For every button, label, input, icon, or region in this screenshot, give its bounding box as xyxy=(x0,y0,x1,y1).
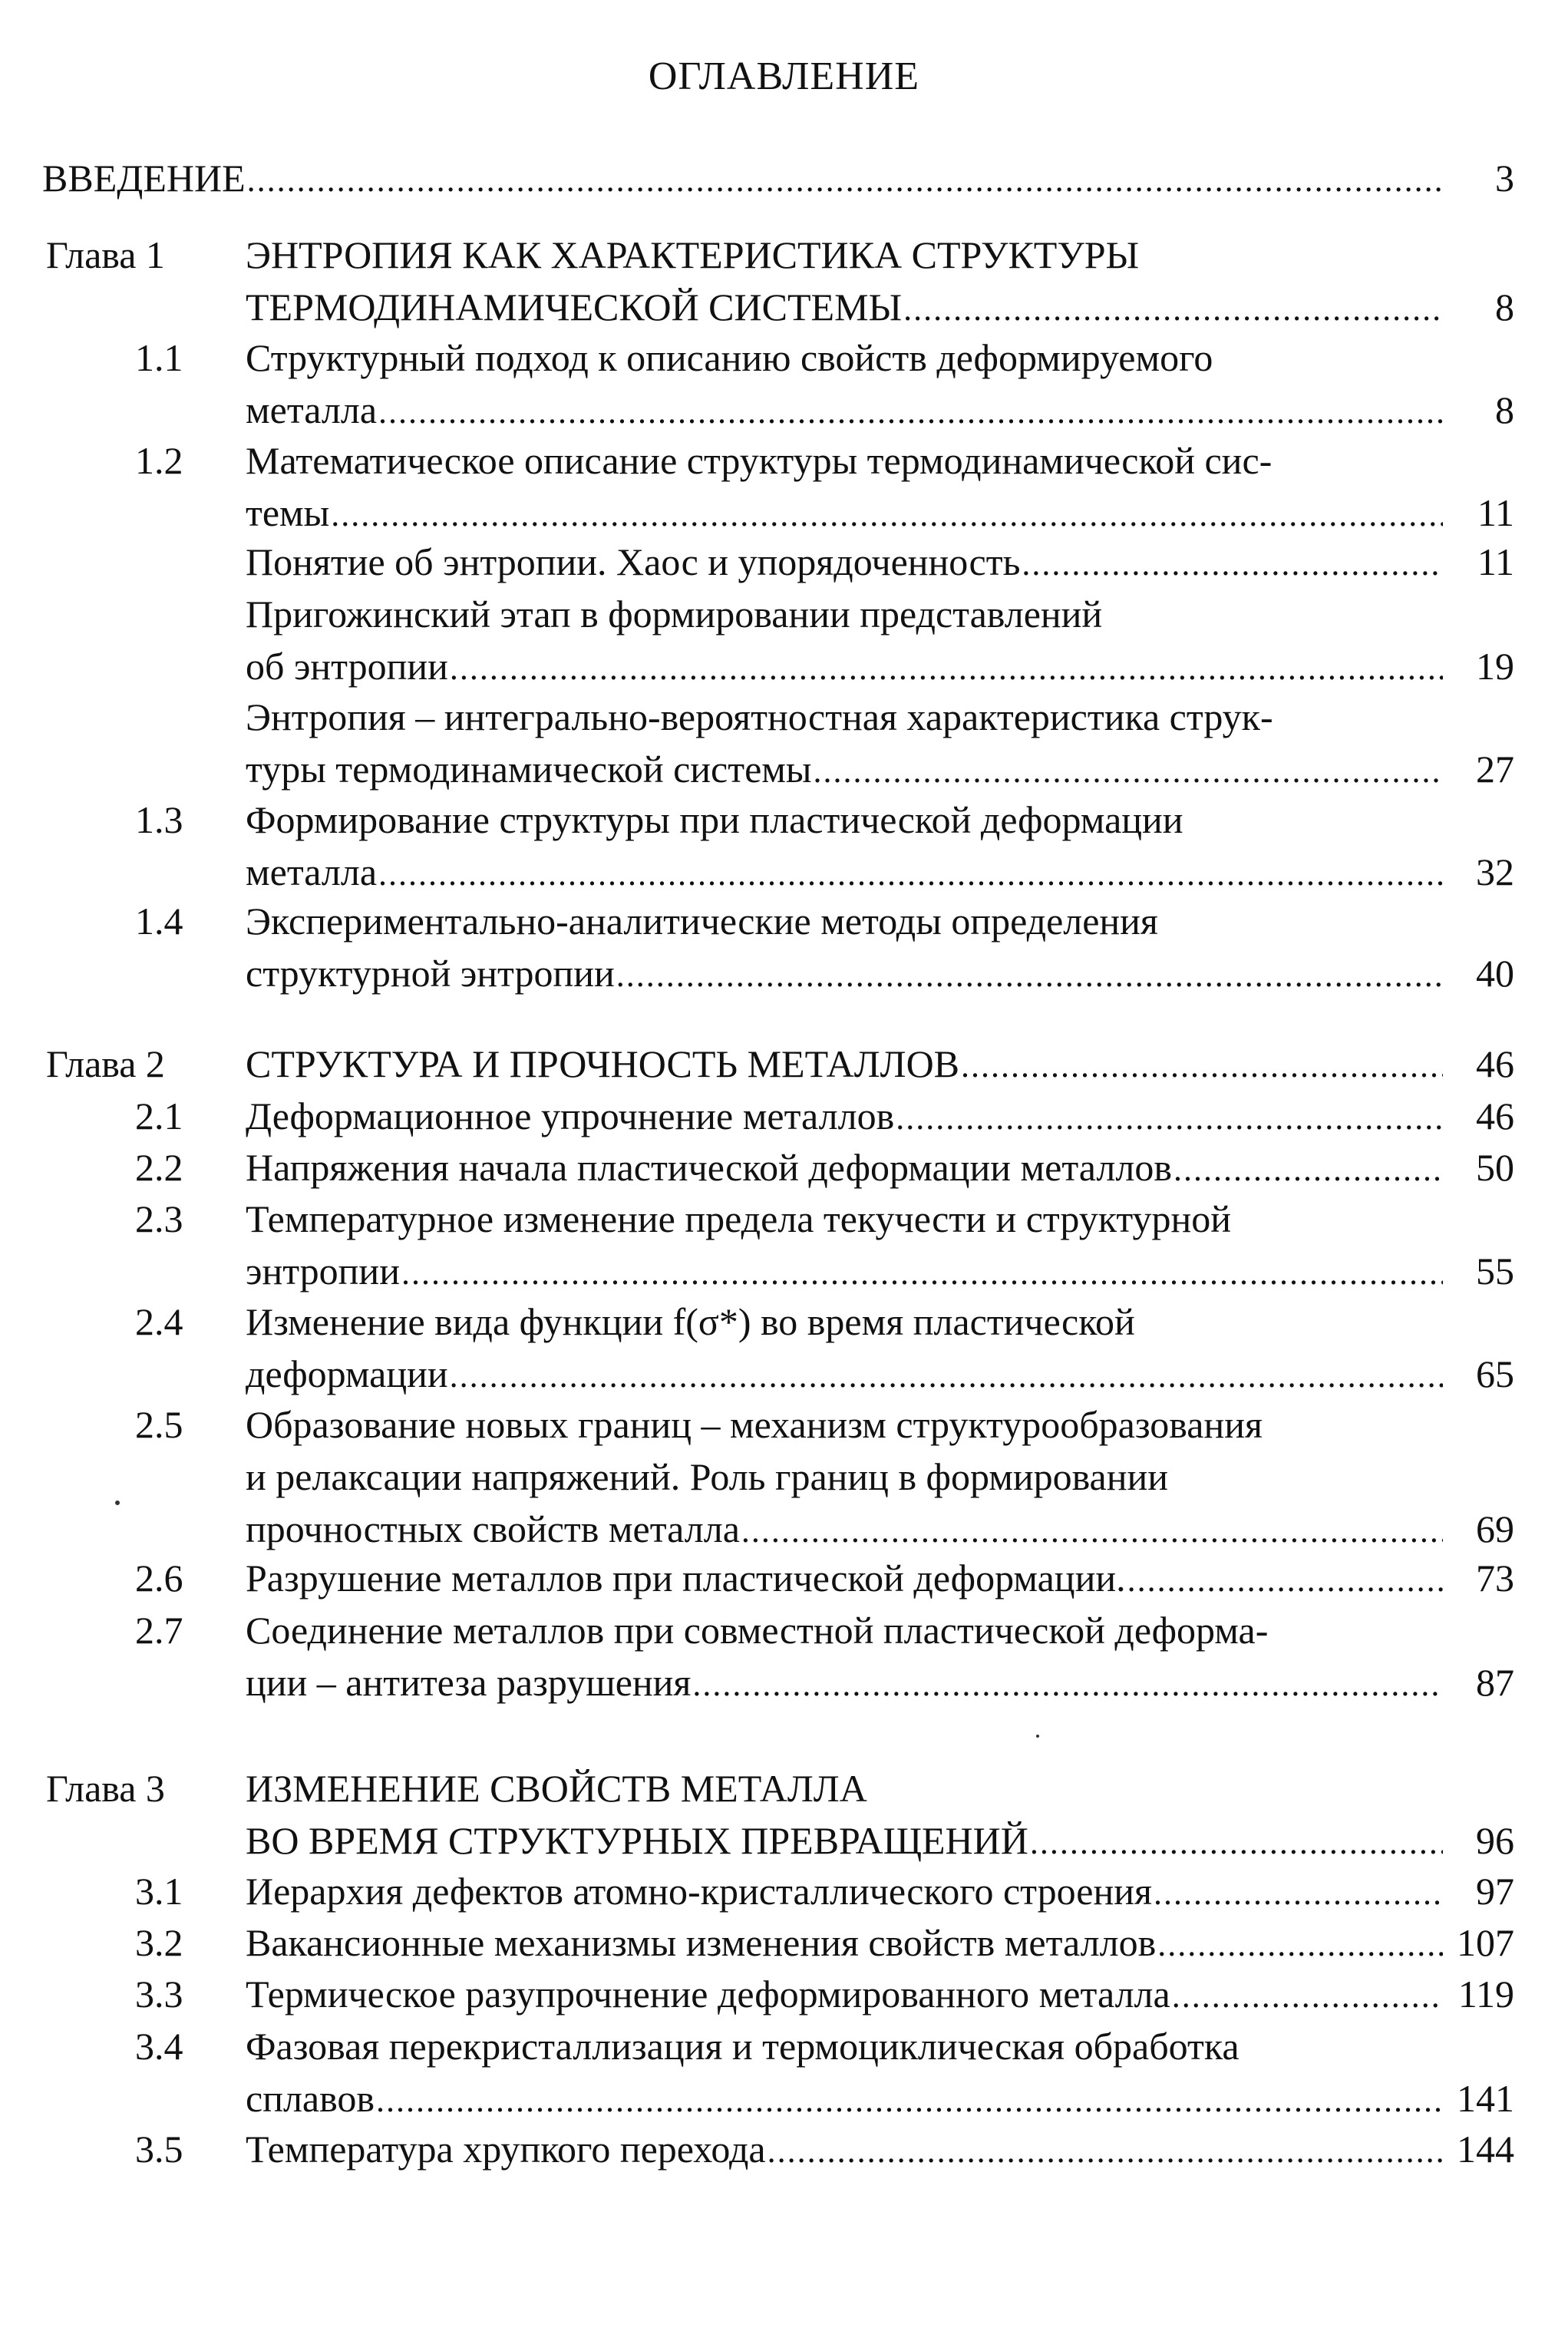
toc-entry-number: 2.5 xyxy=(135,1403,183,1446)
toc-entry-number: Глава 1 xyxy=(46,233,165,276)
toc-entry-line xyxy=(246,434,1443,487)
toc-entry-title xyxy=(246,794,1443,898)
toc-page-number: 69 xyxy=(1476,1507,1514,1550)
toc-entry-text: ТЕРМОДИНАМИЧЕСКОЙ СИСТЕМЫ xyxy=(246,286,903,328)
toc-entry-text: ЭНТРОПИЯ КАК ХАРАКТЕРИСТИКА СТРУКТУРЫ xyxy=(246,233,1140,276)
dot-leader xyxy=(378,848,1443,900)
toc-entry-line xyxy=(246,1348,1443,1400)
toc-entry-text: Структурный подход к описанию свойств деформируемого xyxy=(246,336,1213,379)
toc-entry-title xyxy=(246,1865,1443,1917)
toc-entry-text: Пригожинский этап в формировании представлений xyxy=(246,593,1103,636)
toc-entry-text: Вакансионные механизмы изменения свойств металлов xyxy=(246,1921,1157,1964)
scan-speck xyxy=(1036,1735,1039,1738)
toc-page-number: 8 xyxy=(1495,388,1514,431)
dot-leader xyxy=(741,1505,1443,1557)
dot-leader xyxy=(903,283,1443,335)
dot-leader xyxy=(450,1350,1443,1402)
toc-entry-number: 3.3 xyxy=(135,1973,183,2016)
toc-entry-title xyxy=(246,1398,1443,1555)
toc-entry-title xyxy=(42,152,1443,204)
dot-leader xyxy=(1157,1919,1443,1971)
toc-entry-text: Понятие об энтропии. Хаос и упорядоченность xyxy=(246,540,1021,583)
toc-entry-line xyxy=(246,947,1443,999)
toc-entry-line xyxy=(246,1604,1443,1656)
toc-entry-text: Математическое описание структуры термодинамической сис- xyxy=(246,439,1273,482)
toc-entry-line xyxy=(246,846,1443,898)
toc-entry-text: сплавов xyxy=(246,2077,375,2120)
toc-entry-title xyxy=(246,691,1443,795)
toc-entry-title xyxy=(246,588,1443,692)
page-title: ОГЛАВЛЕНИЕ xyxy=(648,54,920,98)
toc-entry-line xyxy=(246,1296,1443,1348)
toc-entry-number: 1.2 xyxy=(135,439,183,482)
toc-entry-line xyxy=(246,1141,1443,1193)
toc-page-number: 27 xyxy=(1476,748,1514,791)
dot-leader xyxy=(767,2125,1443,2177)
dot-leader xyxy=(376,2075,1443,2127)
toc-entry-text: ции – антитеза разрушения xyxy=(246,1661,692,1704)
dot-leader xyxy=(1030,1817,1443,1869)
toc-entry-text: металла xyxy=(246,388,378,431)
toc-entry-number: 1.3 xyxy=(135,798,183,841)
toc-entry-title xyxy=(246,1090,1443,1142)
toc-page-number: 96 xyxy=(1476,1819,1514,1862)
toc-entry-line xyxy=(246,1398,1443,1451)
dot-leader xyxy=(961,1040,1443,1092)
toc-entry-text: Энтропия – интегрально-вероятностная характеристика струк- xyxy=(246,695,1273,738)
toc-entry-title xyxy=(246,1916,1443,1969)
toc-entry-number: 1.4 xyxy=(135,900,183,943)
dot-leader xyxy=(1174,1144,1443,1196)
toc-entry-line xyxy=(246,536,1443,588)
toc-entry-line xyxy=(246,1503,1443,1555)
toc-page-number: 119 xyxy=(1457,1973,1514,2016)
toc-entry-text: ИЗМЕНЕНИЕ СВОЙСТВ МЕТАЛЛА xyxy=(246,1767,867,1810)
toc-page-number: 97 xyxy=(1476,1870,1514,1913)
toc-entry-title xyxy=(246,434,1443,539)
toc-entry-title xyxy=(246,1296,1443,1400)
toc-entry-text: Фазовая перекристаллизация и термоциклическая обработка xyxy=(246,2025,1240,2068)
toc-page-number: 50 xyxy=(1476,1146,1514,1189)
toc-entry-title xyxy=(246,2020,1443,2124)
toc-entry-number: 3.4 xyxy=(135,2025,183,2068)
toc-entry-line xyxy=(246,1762,1443,1814)
toc-page-number: 55 xyxy=(1476,1250,1514,1293)
toc-entry-text: об энтропии xyxy=(246,645,448,688)
toc-entry-number: 2.2 xyxy=(135,1146,183,1189)
toc-page-number: 65 xyxy=(1476,1352,1514,1395)
toc-entry-title xyxy=(246,536,1443,588)
dot-leader xyxy=(247,154,1443,206)
toc-entry-title xyxy=(246,2123,1443,2175)
dot-leader xyxy=(1154,1867,1443,1920)
toc-page-number: 8 xyxy=(1495,286,1514,328)
toc-page-number: 11 xyxy=(1477,491,1514,534)
toc-entry-line xyxy=(246,895,1443,947)
toc-entry-line xyxy=(246,1193,1443,1245)
toc-entry-number: 2.4 xyxy=(135,1300,183,1343)
toc-entry-title xyxy=(246,1141,1443,1193)
toc-entry-line xyxy=(246,229,1443,281)
toc-entry-text: Соединение металлов при совместной пластической деформа- xyxy=(246,1609,1269,1652)
toc-entry-line xyxy=(246,743,1443,795)
toc-entry-text: темы xyxy=(246,491,330,534)
toc-entry-title xyxy=(246,1552,1443,1604)
toc-entry-line xyxy=(42,152,1443,204)
toc-entry-line xyxy=(246,640,1443,692)
toc-entry-title xyxy=(246,1968,1443,2020)
toc-entry-text: Формирование структуры при пластической деформации xyxy=(246,798,1183,841)
toc-entry-number: 2.7 xyxy=(135,1609,183,1652)
toc-entry-text: металла xyxy=(246,850,378,893)
dot-leader xyxy=(1127,1554,1443,1606)
toc-page-number: 46 xyxy=(1476,1094,1514,1137)
toc-entry-title xyxy=(246,1038,1443,1090)
toc-entry-text: туры термодинамической системы xyxy=(246,748,812,791)
toc-page-number: 11 xyxy=(1477,540,1514,583)
toc-page-number: 19 xyxy=(1476,645,1514,688)
dot-leader xyxy=(450,642,1443,695)
toc-entry-line xyxy=(246,1968,1443,2020)
toc-entry-text: и релаксации напряжений. Роль границ в формировании xyxy=(246,1455,1169,1498)
dot-leader xyxy=(1172,1970,1443,2022)
toc-entry-line xyxy=(246,1656,1443,1708)
toc-entry-line xyxy=(246,1814,1443,1867)
dot-leader xyxy=(692,1659,1443,1711)
toc-entry-line xyxy=(246,1451,1443,1503)
toc-entry-text: энтропии xyxy=(246,1250,400,1293)
toc-entry-text: ВВЕДЕНИЕ xyxy=(42,157,246,200)
toc-entry-text: Экспериментально-аналитические методы определения xyxy=(246,900,1158,943)
toc-entry-text: ВО ВРЕМЯ СТРУКТУРНЫХ ПРЕВРАЩЕНИЙ xyxy=(246,1819,1028,1862)
toc-entry-text: Деформационное упрочнение металлов xyxy=(246,1094,895,1137)
toc-entry-line xyxy=(246,2072,1443,2124)
toc-entry-line xyxy=(246,1552,1443,1604)
dot-leader xyxy=(814,745,1443,797)
toc-entry-title xyxy=(246,1604,1443,1708)
toc-entry-number: 3.5 xyxy=(135,2128,183,2171)
toc-entry-line xyxy=(246,2123,1443,2175)
toc-entry-text: структурной энтропии xyxy=(246,952,615,995)
toc-page-number: 87 xyxy=(1476,1661,1514,1704)
dot-leader xyxy=(616,949,1443,1002)
toc-entry-text: Напряжения начала пластической деформации металлов xyxy=(246,1146,1172,1189)
toc-entry-title xyxy=(246,1762,1443,1867)
toc-entry-text: Изменение вида функции f(σ*) во время пластической xyxy=(246,1300,1135,1343)
dot-leader xyxy=(896,1092,1443,1144)
toc-entry-text: прочностных свойств металла xyxy=(246,1507,740,1550)
scan-speck xyxy=(115,1500,120,1505)
toc-entry-number: 3.1 xyxy=(135,1870,183,1913)
toc-entry-text: Температурное изменение предела текучести и структурной xyxy=(246,1197,1232,1240)
toc-entry-line xyxy=(246,1245,1443,1297)
toc-entry-text: Термическое разупрочнение деформированного металла xyxy=(246,1973,1170,2016)
toc-page-number: 144 xyxy=(1457,2128,1514,2171)
toc-entry-line xyxy=(246,794,1443,846)
toc-entry-number: 1.1 xyxy=(135,336,183,379)
toc-entry-title xyxy=(246,1193,1443,1297)
toc-entry-line xyxy=(246,1916,1443,1969)
toc-entry-line xyxy=(246,588,1443,640)
toc-entry-title xyxy=(246,229,1443,333)
toc-entry-line xyxy=(246,2020,1443,2072)
toc-page-number: 32 xyxy=(1476,850,1514,893)
toc-entry-line xyxy=(246,384,1443,436)
toc-entry-text: Образование новых границ – механизм структурообразования xyxy=(246,1403,1263,1446)
toc-entry-number: Глава 3 xyxy=(46,1767,165,1810)
toc-page-number: 141 xyxy=(1457,2077,1514,2120)
dot-leader xyxy=(378,386,1443,438)
toc-page-number: 46 xyxy=(1476,1042,1514,1085)
toc-entry-line xyxy=(246,691,1443,743)
toc-entry-number: 3.2 xyxy=(135,1921,183,1964)
dot-leader xyxy=(331,489,1443,541)
toc-entry-text: Разрушение металлов при пластической деформации. xyxy=(246,1557,1126,1600)
toc-entry-title xyxy=(246,332,1443,436)
toc-entry-number: 2.6 xyxy=(135,1557,183,1600)
toc-page-number: 3 xyxy=(1495,157,1514,200)
toc-entry-line xyxy=(246,1090,1443,1142)
toc-entry-number: 2.1 xyxy=(135,1094,183,1137)
toc-page-number: 107 xyxy=(1457,1921,1514,1964)
toc-entry-line xyxy=(246,332,1443,384)
toc-page-number: 40 xyxy=(1476,952,1514,995)
dot-leader xyxy=(1022,538,1443,590)
toc-entry-number: 2.3 xyxy=(135,1197,183,1240)
toc-entry-text: Иерархия дефектов атомно-кристаллического строения xyxy=(246,1870,1152,1913)
toc-entry-line xyxy=(246,281,1443,333)
toc-entry-title xyxy=(246,895,1443,999)
dot-leader xyxy=(401,1247,1443,1299)
toc-entry-line xyxy=(246,487,1443,539)
toc-entry-line xyxy=(246,1865,1443,1917)
toc-entry-number: Глава 2 xyxy=(46,1042,165,1085)
toc-entry-text: СТРУКТУРА И ПРОЧНОСТЬ МЕТАЛЛОВ xyxy=(246,1042,960,1085)
toc-entry-text: Температура хрупкого перехода xyxy=(246,2128,766,2171)
toc-page-number: 73 xyxy=(1476,1557,1514,1600)
toc-entry-text: деформации xyxy=(246,1352,448,1395)
toc-entry-line xyxy=(246,1038,1443,1090)
